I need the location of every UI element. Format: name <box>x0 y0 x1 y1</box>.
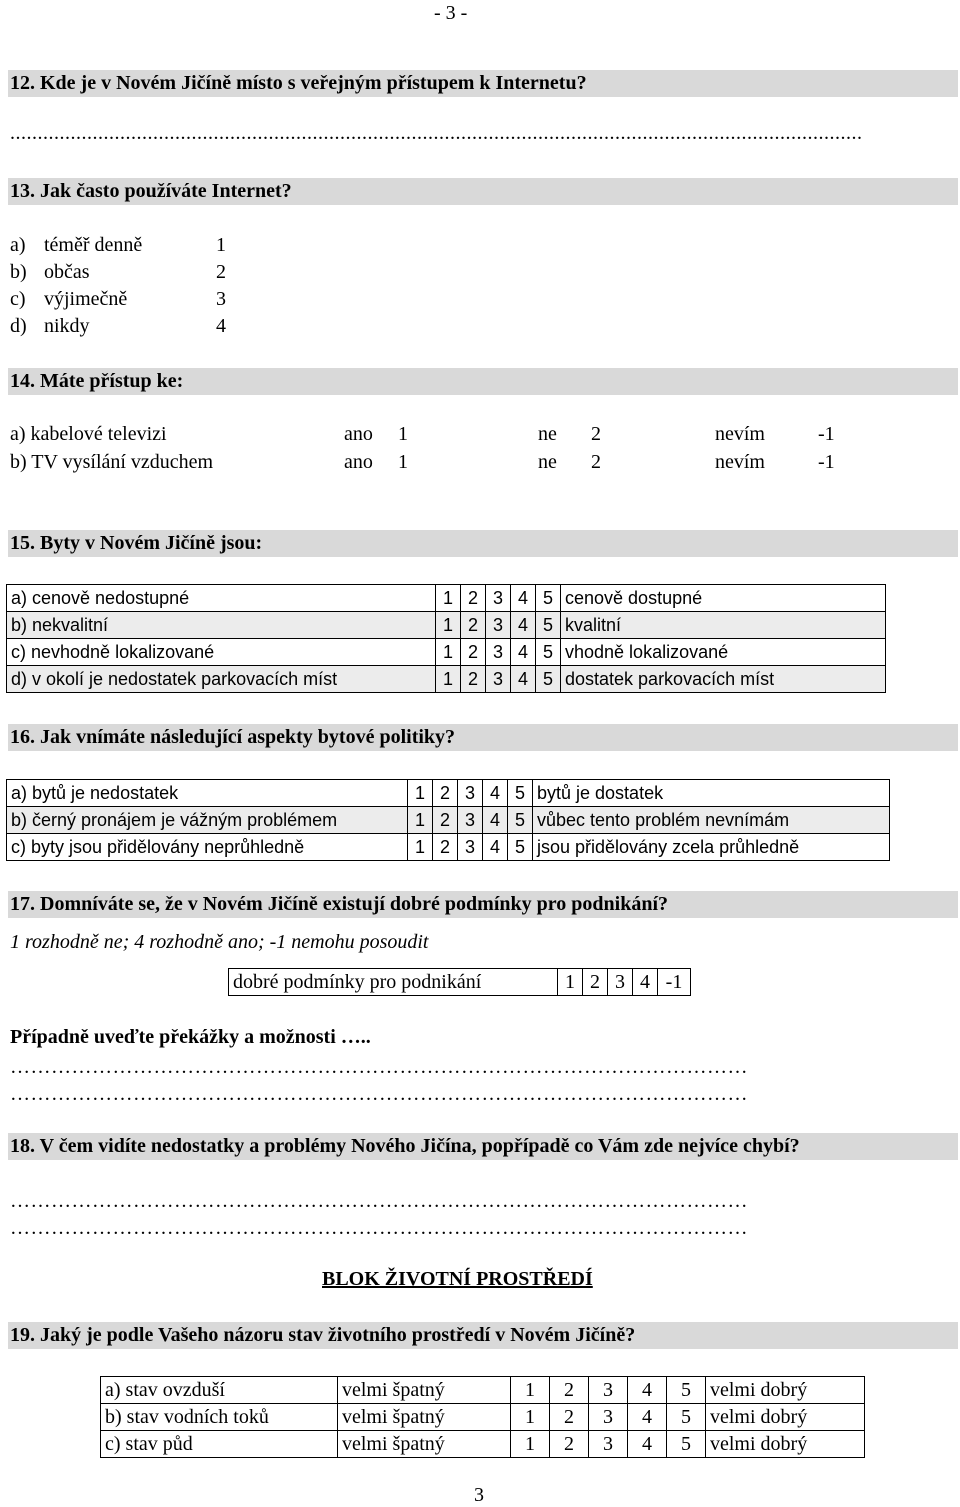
scale-1[interactable]: 1 <box>511 1431 550 1458</box>
scale-5[interactable]: 5 <box>667 1404 706 1431</box>
option-code: 4 <box>216 315 226 337</box>
right-label: kvalitní <box>561 612 886 639</box>
right-label: dostatek parkovacích míst <box>561 666 886 693</box>
row-label: a) kabelové televizi <box>10 423 167 445</box>
right-label: vhodně lokalizované <box>561 639 886 666</box>
scale-2[interactable]: 2 <box>550 1431 589 1458</box>
scale-1[interactable]: 1 <box>511 1404 550 1431</box>
scale-3[interactable]: 3 <box>486 666 511 693</box>
answer-line[interactable]: ……………………………………………………………………………………………… <box>10 1217 748 1239</box>
scale-3[interactable]: 3 <box>608 969 633 996</box>
good-label: velmi dobrý <box>706 1431 865 1458</box>
table-row <box>229 969 691 996</box>
scale-5[interactable]: 5 <box>508 834 533 861</box>
table-row <box>7 585 886 612</box>
dont-know-option[interactable]: nevím <box>715 451 765 473</box>
question-17-title: 17. Domníváte se, že v Novém Jičíně existují dobré podmínky pro podnikání? <box>8 891 958 918</box>
dont-know-code: -1 <box>818 451 835 473</box>
scale-1[interactable]: 1 <box>408 807 433 834</box>
option-code: 3 <box>216 288 226 310</box>
table-row <box>7 639 886 666</box>
scale-dont-know[interactable]: -1 <box>658 969 691 996</box>
scale-2[interactable]: 2 <box>461 639 486 666</box>
section-title: BLOK ŽIVOTNÍ PROSTŘEDÍ <box>322 1268 593 1290</box>
rating-table-housing <box>6 584 886 693</box>
table-row <box>7 807 890 834</box>
scale-4[interactable]: 4 <box>511 612 536 639</box>
question-19-title: 19. Jaký je podle Vašeho názoru stav životního prostředí v Novém Jičíně? <box>8 1322 958 1349</box>
scale-4[interactable]: 4 <box>633 969 658 996</box>
scale-4[interactable]: 4 <box>628 1404 667 1431</box>
question-15-title: 15. Byty v Novém Jičíně jsou: <box>8 530 958 557</box>
scale-3[interactable]: 3 <box>458 780 483 807</box>
scale-4[interactable]: 4 <box>628 1377 667 1404</box>
scale-2[interactable]: 2 <box>583 969 608 996</box>
question-12-title: 12. Kde je v Novém Jičíně místo s veřejným přístupem k Internetu? <box>8 70 958 97</box>
scale-1[interactable]: 1 <box>408 780 433 807</box>
bad-label: velmi špatný <box>338 1431 511 1458</box>
scale-5[interactable]: 5 <box>508 780 533 807</box>
right-label: cenově dostupné <box>561 585 886 612</box>
scale-2[interactable]: 2 <box>461 585 486 612</box>
scale-2[interactable]: 2 <box>461 666 486 693</box>
right-label: bytů je dostatek <box>533 780 890 807</box>
scale-4[interactable]: 4 <box>511 585 536 612</box>
yes-option[interactable]: ano <box>344 451 373 473</box>
scale-4[interactable]: 4 <box>628 1431 667 1458</box>
scale-2[interactable]: 2 <box>550 1377 589 1404</box>
table-row <box>7 612 886 639</box>
left-label: a) cenově nedostupné <box>7 585 436 612</box>
page-footer: 3 <box>474 1484 484 1506</box>
good-label: velmi dobrý <box>706 1377 865 1404</box>
scale-3[interactable]: 3 <box>589 1404 628 1431</box>
option-label: d) <box>10 315 27 337</box>
scale-5[interactable]: 5 <box>508 807 533 834</box>
scale-4[interactable]: 4 <box>483 834 508 861</box>
yes-code: 1 <box>398 423 408 445</box>
question-14-title: 14. Máte přístup ke: <box>8 368 958 395</box>
table-row <box>101 1377 865 1404</box>
scale-5[interactable]: 5 <box>667 1431 706 1458</box>
scale-1[interactable]: 1 <box>436 612 461 639</box>
no-code: 2 <box>591 423 601 445</box>
scale-4[interactable]: 4 <box>511 666 536 693</box>
option-text[interactable]: občas <box>44 261 90 283</box>
table-row <box>7 666 886 693</box>
question-18-title: 18. V čem vidíte nedostatky a problémy Nového Jičína, popřípadě co Vám zde nejvíce chybí? <box>8 1133 958 1160</box>
scale-3[interactable]: 3 <box>458 807 483 834</box>
row-label: b) stav vodních toků <box>101 1404 338 1431</box>
page-header: - 3 - <box>434 2 468 24</box>
left-label: c) byty jsou přidělovány neprůhledně <box>7 834 408 861</box>
no-code: 2 <box>591 451 601 473</box>
yes-code: 1 <box>398 451 408 473</box>
scale-1[interactable]: 1 <box>511 1377 550 1404</box>
table-row <box>101 1431 865 1458</box>
left-label: c) nevhodně lokalizované <box>7 639 436 666</box>
scale-3[interactable]: 3 <box>486 612 511 639</box>
option-text[interactable]: nikdy <box>44 315 90 337</box>
right-label: jsou přidělovány zcela průhledně <box>533 834 890 861</box>
scale-5[interactable]: 5 <box>536 612 561 639</box>
option-code: 2 <box>216 261 226 283</box>
scale-5[interactable]: 5 <box>536 585 561 612</box>
instruction-text: 1 rozhodně ne; 4 rozhodně ano; -1 nemohu posoudit <box>10 931 429 953</box>
answer-line[interactable]: ……………………………………………………………………………………………… <box>10 1056 748 1078</box>
table-row <box>7 834 890 861</box>
scale-4[interactable]: 4 <box>483 780 508 807</box>
no-option[interactable]: ne <box>538 451 557 473</box>
scale-1[interactable]: 1 <box>436 585 461 612</box>
option-label: c) <box>10 288 26 310</box>
option-text[interactable]: téměř denně <box>44 234 143 256</box>
scale-3[interactable]: 3 <box>589 1377 628 1404</box>
question-16-title: 16. Jak vnímáte následující aspekty bytové politiky? <box>8 724 958 751</box>
scale-2[interactable]: 2 <box>550 1404 589 1431</box>
scale-2[interactable]: 2 <box>433 807 458 834</box>
row-label: c) stav půd <box>101 1431 338 1458</box>
scale-5[interactable]: 5 <box>536 639 561 666</box>
answer-line[interactable]: ........................................................................................................................................................... <box>10 122 863 144</box>
scale-1[interactable]: 1 <box>408 834 433 861</box>
scale-3[interactable]: 3 <box>458 834 483 861</box>
answer-line[interactable]: ……………………………………………………………………………………………… <box>10 1190 748 1212</box>
scale-4[interactable]: 4 <box>511 639 536 666</box>
left-label: b) černý pronájem je vážným problémem <box>7 807 408 834</box>
left-label: a) bytů je nedostatek <box>7 780 408 807</box>
bad-label: velmi špatný <box>338 1404 511 1431</box>
scale-5[interactable]: 5 <box>667 1377 706 1404</box>
scale-3[interactable]: 3 <box>589 1431 628 1458</box>
scale-4[interactable]: 4 <box>483 807 508 834</box>
dont-know-option[interactable]: nevím <box>715 423 765 445</box>
question-13-title: 13. Jak často používáte Internet? <box>8 178 958 205</box>
scale-2[interactable]: 2 <box>461 612 486 639</box>
scale-1[interactable]: 1 <box>558 969 583 996</box>
table-row <box>7 780 890 807</box>
option-text[interactable]: výjimečně <box>44 288 128 310</box>
scale-5[interactable]: 5 <box>536 666 561 693</box>
rating-table-environment <box>100 1376 865 1458</box>
option-code: 1 <box>216 234 226 256</box>
good-label: velmi dobrý <box>706 1404 865 1431</box>
table-row <box>101 1404 865 1431</box>
scale-2[interactable]: 2 <box>433 834 458 861</box>
option-label: a) <box>10 234 26 256</box>
row-label: dobré podmínky pro podnikání <box>229 969 558 996</box>
scale-1[interactable]: 1 <box>436 666 461 693</box>
no-option[interactable]: ne <box>538 423 557 445</box>
answer-line[interactable]: ……………………………………………………………………………………………… <box>10 1083 748 1105</box>
scale-2[interactable]: 2 <box>433 780 458 807</box>
scale-3[interactable]: 3 <box>486 585 511 612</box>
scale-3[interactable]: 3 <box>486 639 511 666</box>
rating-table-business <box>228 968 691 996</box>
right-label: vůbec tento problém nevnímám <box>533 807 890 834</box>
rating-table-housing-policy <box>6 779 890 861</box>
dont-know-code: -1 <box>818 423 835 445</box>
row-label: a) stav ovzduší <box>101 1377 338 1404</box>
left-label: b) nekvalitní <box>7 612 436 639</box>
followup-prompt: Případně uveďte překážky a možnosti ….. <box>10 1026 371 1048</box>
left-label: d) v okolí je nedostatek parkovacích míst <box>7 666 436 693</box>
option-label: b) <box>10 261 27 283</box>
yes-option[interactable]: ano <box>344 423 373 445</box>
row-label: b) TV vysílání vzduchem <box>10 451 214 473</box>
bad-label: velmi špatný <box>338 1377 511 1404</box>
scale-1[interactable]: 1 <box>436 639 461 666</box>
